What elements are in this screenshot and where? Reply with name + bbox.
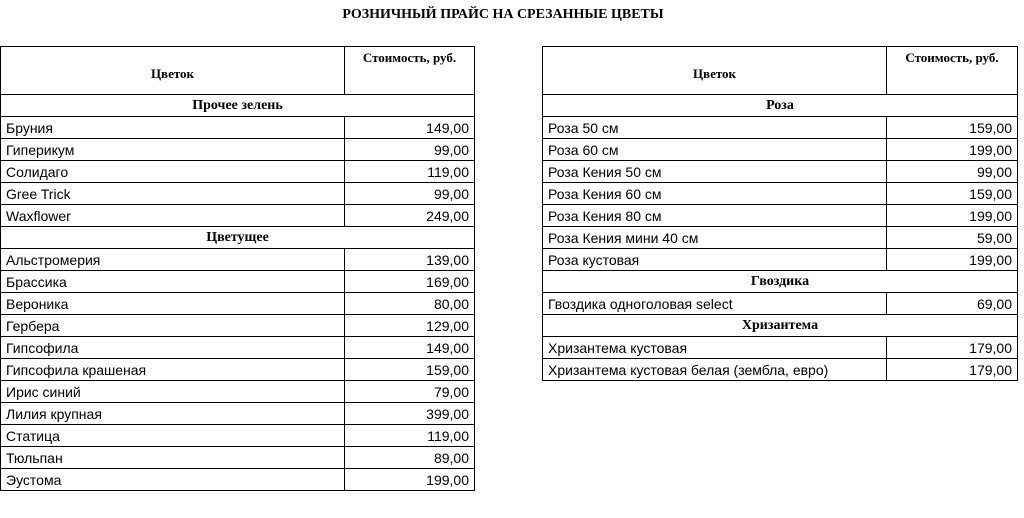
table-row xyxy=(543,359,1018,381)
flower-name: Хризантема кустовая xyxy=(543,337,887,359)
table-row xyxy=(1,205,475,227)
table-row xyxy=(543,117,1018,139)
table-row xyxy=(543,337,1018,359)
flower-name: Брассика xyxy=(1,271,345,293)
table-row xyxy=(543,139,1018,161)
flower-price: 129,00 xyxy=(345,315,475,337)
flower-name: Роза 60 см xyxy=(543,139,887,161)
flower-price: 249,00 xyxy=(345,205,475,227)
column-header-flower: Цветок xyxy=(1,47,345,95)
flower-name: Солидаго xyxy=(1,161,345,183)
flower-name: Роза 50 см xyxy=(543,117,887,139)
flower-price: 99,00 xyxy=(887,161,1018,183)
section-title: Прочее зелень xyxy=(1,95,475,117)
table-row xyxy=(1,183,475,205)
flower-name: Вероника xyxy=(1,293,345,315)
table-row xyxy=(1,117,475,139)
flower-price: 159,00 xyxy=(887,117,1018,139)
flower-price: 179,00 xyxy=(887,337,1018,359)
flower-name: Waxflower xyxy=(1,205,345,227)
price-table-right xyxy=(542,46,1018,381)
page-title: РОЗНИЧНЫЙ ПРАЙС НА СРЕЗАННЫЕ ЦВЕТЫ xyxy=(342,7,664,22)
flower-price: 199,00 xyxy=(345,469,475,491)
table-row xyxy=(1,249,475,271)
section-header-row xyxy=(1,95,475,117)
flower-name: Гипсофила крашеная xyxy=(1,359,345,381)
table-row xyxy=(1,359,475,381)
flower-name: Гипсофила xyxy=(1,337,345,359)
flower-name: Гербера xyxy=(1,315,345,337)
section-title: Роза xyxy=(543,95,1018,117)
flower-price: 79,00 xyxy=(345,381,475,403)
table-row xyxy=(1,337,475,359)
flower-price: 139,00 xyxy=(345,249,475,271)
flower-price: 199,00 xyxy=(887,139,1018,161)
flower-name: Роза кустовая xyxy=(543,249,887,271)
flower-price: 149,00 xyxy=(345,337,475,359)
section-header-row xyxy=(543,95,1018,117)
section-header-row xyxy=(543,271,1018,293)
flower-name: Ирис синий xyxy=(1,381,345,403)
flower-price: 169,00 xyxy=(345,271,475,293)
column-header-price: Стоимость, руб. xyxy=(887,47,1018,95)
table-row xyxy=(543,249,1018,271)
table-row xyxy=(1,447,475,469)
table-row xyxy=(1,381,475,403)
column-header-flower: Цветок xyxy=(543,47,887,95)
flower-price: 59,00 xyxy=(887,227,1018,249)
section-header-row xyxy=(543,315,1018,337)
table-header-row xyxy=(543,47,1018,95)
flower-name: Роза Кения 60 см xyxy=(543,183,887,205)
table-row xyxy=(1,271,475,293)
table-row xyxy=(543,227,1018,249)
flower-name: Хризантема кустовая белая (зембла, евро) xyxy=(543,359,887,381)
flower-name: Gree Trick xyxy=(1,183,345,205)
table-header-row xyxy=(1,47,475,95)
flower-name: Гвоздика одноголовая select xyxy=(543,293,887,315)
table-row xyxy=(1,403,475,425)
flower-name: Бруния xyxy=(1,117,345,139)
flower-name: Альстромерия xyxy=(1,249,345,271)
table-row xyxy=(1,469,475,491)
table-row xyxy=(1,315,475,337)
section-header-row xyxy=(1,227,475,249)
flower-price: 80,00 xyxy=(345,293,475,315)
table-row xyxy=(1,293,475,315)
flower-price: 99,00 xyxy=(345,139,475,161)
flower-name: Статица xyxy=(1,425,345,447)
flower-name: Роза Кения 50 см xyxy=(543,161,887,183)
table-row xyxy=(1,139,475,161)
flower-price: 119,00 xyxy=(345,161,475,183)
flower-price: 199,00 xyxy=(887,205,1018,227)
section-title: Хризантема xyxy=(543,315,1018,337)
table-row xyxy=(543,205,1018,227)
table-row xyxy=(1,425,475,447)
table-row xyxy=(543,183,1018,205)
table-row xyxy=(1,161,475,183)
column-header-price: Стоимость, руб. xyxy=(345,47,475,95)
flower-price: 99,00 xyxy=(345,183,475,205)
section-title: Цветущее xyxy=(1,227,475,249)
flower-price: 149,00 xyxy=(345,117,475,139)
flower-name: Роза Кения мини 40 см xyxy=(543,227,887,249)
flower-name: Лилия крупная xyxy=(1,403,345,425)
flower-price: 199,00 xyxy=(887,249,1018,271)
flower-name: Эустома xyxy=(1,469,345,491)
flower-name: Роза Кения 80 см xyxy=(543,205,887,227)
flower-price: 119,00 xyxy=(345,425,475,447)
flower-price: 69,00 xyxy=(887,293,1018,315)
flower-price: 159,00 xyxy=(887,183,1018,205)
table-row xyxy=(543,293,1018,315)
flower-price: 399,00 xyxy=(345,403,475,425)
flower-name: Тюльпан xyxy=(1,447,345,469)
section-title: Гвоздика xyxy=(543,271,1018,293)
flower-price: 89,00 xyxy=(345,447,475,469)
flower-price: 179,00 xyxy=(887,359,1018,381)
flower-price: 159,00 xyxy=(345,359,475,381)
table-row xyxy=(543,161,1018,183)
flower-name: Гиперикум xyxy=(1,139,345,161)
price-table-left xyxy=(0,46,475,491)
